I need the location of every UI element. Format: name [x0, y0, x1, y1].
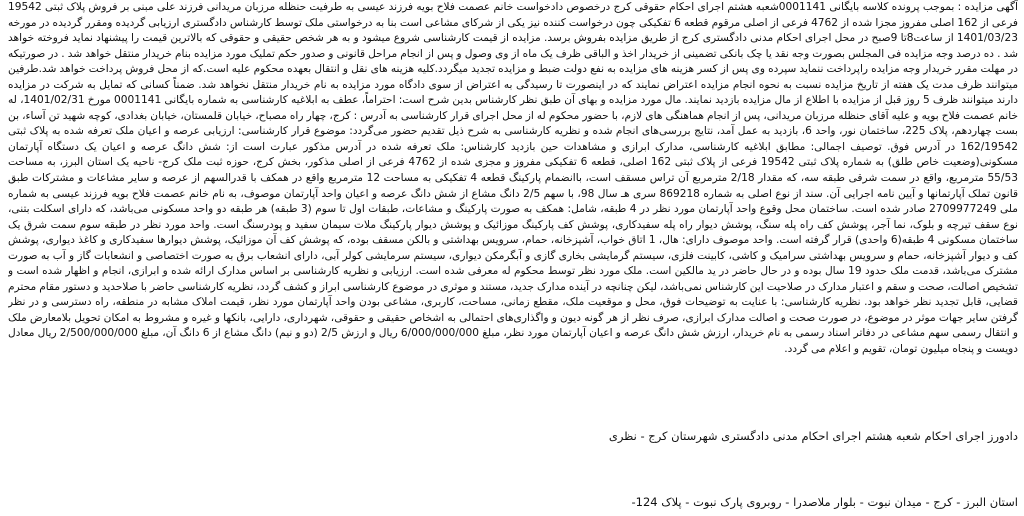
auction-notice: [8, 0, 1018, 516]
notice-address: استان البرز - کرج - میدان نبوت - بلوار ملاصدرا - روبروی پارک نبوت - پلاک 124-: [631, 495, 1018, 509]
notice-signature: دادورز اجرای احکام شعبه هشتم اجرای احکام مدنی دادگستری شهرستان کرج - نظری: [608, 429, 1018, 443]
notice-body-text: آگهی مزایده : بموجب پرونده کلاسه بایگانی 0001141شعبه هشتم اجرای احکام حقوقی کرج درخصوص دادخواست خانم عصمت فلاح بویه فرزند عیسی به طرفیت حنظله مرزبان مریدانی فرزند علی مبنی بر فروش پلاک ثبتی 19542 فرعی از 162 اصلی مفروز مجزا شده از 4762 فرعی از اصلی مرقوم قطعه 6 تفکیکی چون درخواست کننده نیز یکی از شرکای مشاعی است بنا به درخواستی ملک توسط کارشناس دادگستری ارزیابی گردیده ومقرر گردیده در مورخه 1401/03/23 از ساعت8تا 9صبح در محل اجرای احکام مدنی دادگستری کرج از طریق مزایده بفروش برسد. مزایده از قیمت کارشناسی شروع میشود و به هر شخص حقیقی و حقوقی که بالاترین قیمت را پیشنهاد نماید فروخته خواهد شد . ده درصد وجه مزایده فی المجلس بصورت وجه نقد یا چک بانکی تضمینی از خریدار اخذ و الباقی ظرف یک ماه از وی وصول و پس از انجام مراحل قانونی و صدور حکم تملیک مورد مزایده بنام خریدار منتقل خواهد شد . در صورتیکه در مهلت مقرر خریدار وجه مزایده راپرداخت ننماید سپرده وی پس از کسر هزینه های مزایده به نفع دولت ضبط و مزایده تجدید میگردد.کلیه هزینه های نقل و انتقال بعهده محکوم علیه است.که از محل فروش پرداخت خواهد شد.طرفین میتوانند ظرف مدت یک هفته از تاریخ مزایده نسبت به نحوه انجام مزایده اعتراض نمایند که در اینصورت تا رسیدگی به اعتراض از سوی دادگاه مورد مزایده به نام خریدار منتقل نخواهد شد. ضمناً کسانی که تمایل به شرکت در مزایده دارند میتوانند ظرف 5 روز قبل از مزایده با اطلاع از مال مزایده بازدید نمایند. مال مورد مزایده و بهای آن طبق نظر کارشناس بدین شرح است: احتراماً، عطف به ابلاغیه کارشناسی به شماره بایگانی 0001141 مورخ 1401/02/31، له خانم عصمت فلاح بویه و علیه آقای حنظله مرزبان مریدانی، پس از انجام هماهنگی های لازم، با حضور محکوم له از محل اجرای قرار کارشناسی به آدرس : کرج، چهار راه مصباح، خیابان قلمستان، خیابان بغدادی، کوچه شهید تن آساء، بن بست چهاردهم، پلاک 225، ساختمان نور، واحد 6، بازدید به عمل آمد، نتایج بررسی‌های انجام شده و نظریه کارشناسی به شرح ذیل تقدیم حضور می‌گردد: موضوع قرار کارشناسی: ارزیابی عرصه و اعیان ملک تعرفه شده به پلاک ثبتی 162/19542 در آدرس فوق. توصیف اجمالی: مطابق ابلاغیه کارشناسی، مدارک ابرازی و مشاهدات حین بازدید کارشناس: ملک تعرفه شده در آدرس مذکور عبارت است از: شش دانگ عرصه و اعیان یک دستگاه آپارتمان مسکونی(وضعیت خاص طلق) به شماره پلاک ثبتی 19542 فرعی از پلاک ثبتی 162 اصلی، قطعه 6 تفکیکی مفروز و مجزی شده از 4762 فرعی از اصلی مذکور، بخش کرج، حوزه ثبت ملک کرج- ناحیه یک استان البرز، به مساحت 55/53 مترمربع، واقع در سمت شرقی طبقه سه، که مقدار 2/18 مترمربع آن تراس مسقف است، باانضمام پارکینگ قطعه 4 تفکیکی به مساحت 12 مترمربع واقع در همکف با قدرالسهم از عرصه و سایر مشاعات و مشترکات طبق قانون تملک آپارتمانها و آیین نامه اجرایی آن. سند از نوع اصلی به شماره 869218 سری هـ سال 98، با سهم 2/5 دانگ مشاع از شش دانگ عرصه و اعیان واحد آپارتمان موصوف، به نام خانم عصمت فلاح بویه فرزند عیسی به شماره ملی 2709977249 صادر شده است. ساختمان محل وقوع واحد آپارتمان مورد نظر در 4 طبقه، شامل: همکف به صورت پارکینگ و مشاعات، طبقات اول تا سوم (3 طبقه) هر طبقه دو واحد مسکونی می‌باشد، که دارای اسکلت بتنی، نوع سقف تیرچه و بلوک، نما آجر، پوشش کف راه پله سنگ، پوشش دیوار راه پله سفیدکاری، پوشش کف پارکینگ موزائیک و پوشش دیوار پارکینگ ملات سیمان سفید و پودرسنگ است. واحد مورد نظر در طبقه سوم سمت شرق یک ساختمان مسکونی 4 طبقه(6 واحدی) قرار گرفته است. واحد موصوف دارای: هال، 1 اتاق خواب، آشپزخانه، حمام، سرویس بهداشتی و بالکن مسقف بوده، که پوشش کف آن موزائیک، پوشش دیوارها سفیدکاری و کاغذ دیواری، پوشش کف و دیوار آشپزخانه، حمام و سرویس بهداشتی سرامیک و کاشی، کابینت فلزی، سیستم گرمایشی بخاری گازی و آبگرمکن دیواری، سیستم سرمایشی کولر آبی، دارای انشعاب برق به صورت اختصاصی و انشعابات گاز و آب به صورت مشترک می‌باشد، قدمت ملک حدود 19 سال بوده و در حال حاضر در ید مالکین است. ملک مورد نظر توسط محکوم له معرفی شده است. ارزیابی و نظریه کارشناسی بر اساس مدارک ارائه شده و ابرازی، انجام و اظهار شده است و تشخیص اصالت، صحت و سقم و اعتبار مدارک در صلاحیت این کارشناس نمی‌باشد، لیکن چنانچه در آینده مدارک جدید، مستند و موثری در موضوع کارشناسی ابراز و کشف گردد، نظریه کارشناسی حاضر با صلاحدید و دستور مقام محترم قضایی، قابل تجدید نظر خواهد بود. نظریه کارشناسی: با عنایت به توضیحات فوق، محل و موقعیت ملک، مقطع زمانی، مساحت، کاربری، مشاعی بودن واحد آپارتمان مورد نظر، قیمت املاک مشابه در منطقه، راه دسترسی و در نظر گرفتن سایر جهات موثر در موضوع، در صورت صحت و اصالت مدارک ابرازی، صرف نظر از هر گونه دیون و واگذاری‌های احتمالی به اشخاص حقیقی و حقوقی، شهرداری، دارایی، بانکها و غیره و مشروط به امکان تحویل بلامعارض ملک و انتقال رسمی سهم مشاعی در دفاتر اسناد رسمی به نام خریدار، ارزش شش دانگ عرصه و اعیان آپارتمان مورد نظر، مبلغ 6/000/000/000 ریال و ارزش 2/5 (دو و نیم) دانگ مشاع از 6 دانگ آن، مبلغ 2/500/000/000 ریال معادل دویست و پنجاه میلیون تومان، تقویم و اعلام می گردد.: [8, 1, 1018, 356]
